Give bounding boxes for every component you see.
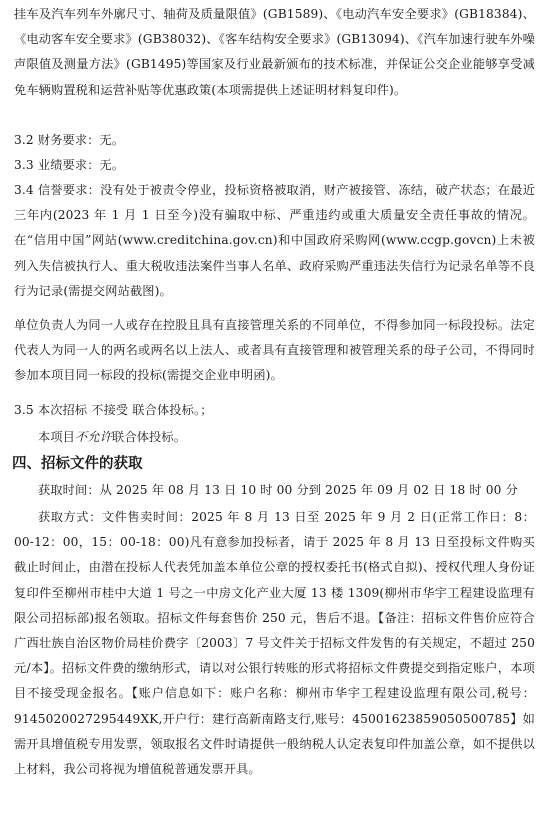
consortium-note <box>14 425 535 450</box>
tech-standards-paragraph: 挂车及汽车列车外廓尺寸、轴荷及质量限值》(GB1589)、《电动汽车安全要求》(GB18384)、《电动客车安全要求》(GB38032)、《客车结构安全要求》(GB13094)、《汽车加速行驶车外噪声限值及测量方法》(GB1495)等国家及行业最新颁布的技术标准，并保证公交企业能够享受减免车辆购置税和运营补贴等优惠政策(本项需提供上述证明材料复印件)。 <box>14 7 535 97</box>
credit-requirement: 3.4 信誉要求：没有处于被责令停业，投标资格被取消，财产被接管、冻结，破产状态；在最近三年内(2023 年 1 月 1 日至今)没有骗取中标、严重违约或重大质量安全责任事故的情况。在“信用中国”网站(www.creditchina.gov.cn)和中国政府采购网(www.ccgp.govcn)上未被列入失信被执行人、重大税收违法案件当事人名单、政府采购严重违法失信行为记录名单等不良行为记录(需提交网站截图)。 <box>14 183 535 298</box>
consortium-note-italic: 不允许 <box>75 430 113 444</box>
consortium-requirement: 3.5 本次招标 不接受 联合体投标。； <box>14 403 213 417</box>
section-heading: 四、招标文件的获取 <box>12 456 143 472</box>
consortium-note-suffix: 联合体投标。 <box>112 430 187 444</box>
finance-requirement: 3.2 财务要求：无。 <box>14 133 125 147</box>
obtain-time: 获取时间：从 2025 年 08 月 13 日 10 时 00 分到 2025 年 09 月 02 日 18 时 00 分 <box>38 483 518 497</box>
performance-requirement: 3.3 业绩要求：无。 <box>14 158 125 172</box>
obtain-method: 获取方式：文件售卖时间：2025 年 8 月 13 日至 2025 年 9 月 2 日(正常工作日：8：00-12：00，15：00-18：00)凡有意参加投标者，请于 2025 年 8 月 13 日至投标文件购买截止时间止，由潜在投标人代表凭加盖本单位公章的授权委托书(格式自拟)、授权代理人身份证复印件至柳州市桂中大道 1 号之一中房文化产业大厦 13 楼 1309(柳州市华宇工程建设监理有限公司招标部)报名领取。招标文件每套售价 250 元，售后不退。【备注：招标文件售价应符合广西壮族自治区物价局桂价费字〔2003〕7 号文件关于招标文件发售的有关规定，不超过 250 元/本】。招标文件费的缴纳形式，请以对公银行转账的形式将招标文件费提交到指定账户，本项目不接受现金报名。【账户信息如下：账户名称：柳州市华宇工程建设监理有限公司,税号：914502002729544​9XK,开户行：建行高新南路支行,账号：45001623859050500785】如需开具增值税专用发票，领取报名文件时请提供一般纳税人认定表复印件加盖公章，如不提供以上材料，我公司将视为增值税普通发票开具。 <box>14 510 535 777</box>
consortium-note-prefix: 本项目 <box>38 430 76 444</box>
relationship-restriction: 单位负责人为同一人或存在控股且具有直接管理关系的不同单位，不得参加同一标段投标。法定代表人为同一人的两名或两名以上法人、或者具有直接管理和被管理关系的母子公司，不得同时参加本项目同一标段的投标(需提交企业申明函)。 <box>14 318 535 383</box>
